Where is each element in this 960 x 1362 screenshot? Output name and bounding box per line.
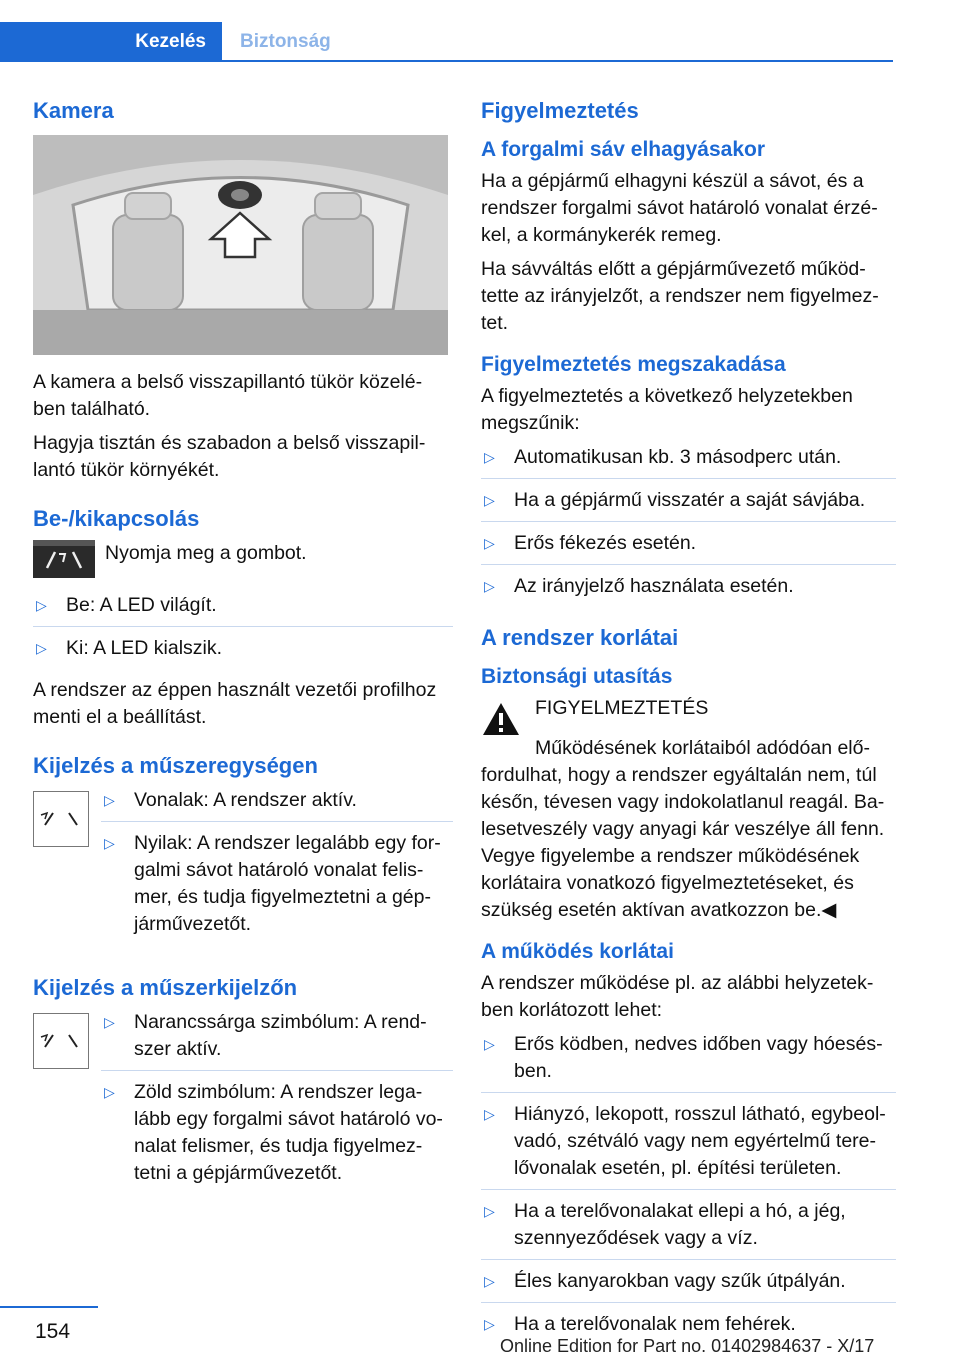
section-title-display: Kijelzés a műszerkijelzőn [33, 975, 298, 1000]
cluster-list [101, 787, 453, 953]
interrupt-paragraph: A figyelmeztetés a következő helyzetekben megszűnik: [481, 385, 853, 434]
onoff-row [33, 540, 453, 578]
warning-triangle-icon [481, 701, 521, 737]
camera-paragraph-1: A kamera a belső visszapillantó tükör közelé-ben található. [33, 371, 423, 420]
list-item: ▷ Ki: A LED kialszik. [33, 635, 453, 669]
left-column [33, 96, 453, 1202]
list-item: ▷ Ha a terelővonalak nem fehérek. [481, 1311, 896, 1345]
triangle-bullet-icon: ▷ [484, 1316, 495, 1332]
triangle-bullet-icon: ▷ [36, 597, 47, 613]
footer-rule [0, 1306, 98, 1308]
lane-button-icon [33, 540, 95, 578]
page-number: 154 [35, 1320, 71, 1343]
subtitle-safety: Biztonsági utasítás [481, 665, 673, 688]
subtitle-leave: A forgalmi sáv elhagyásakor [481, 138, 766, 161]
tab-underline [222, 60, 893, 62]
cluster-row [33, 787, 453, 953]
triangle-bullet-icon: ▷ [484, 492, 495, 508]
list-item: ▷ Ha a gépjármű visszatér a saját sávjába. [481, 487, 896, 522]
warning-text: Működésének korlátaiból adódóan elő-fordulhat, hogy a rendszer egyáltalán nem, túl későn, tévesen vagy indokolatlanul reagál. Ba-lesetveszély vagy anyagi kár veszélye áll fenn. Vegye figyelembe a rendszer működésének korlátaira vonatkozó figyelmeztetéseket, és szükség esetén aktívan avatkozzon be.◀ [481, 737, 885, 921]
list-item: ▷ Nyilak: A rendszer legalább egy for-galmi sávot határoló vonalat felis-mer, és tudja figyelmeztetni a gép-járművezetőt. [104, 832, 441, 935]
onoff-instruction: Nyomja meg a gombot. [105, 542, 307, 564]
list-item: ▷ Erős ködben, nedves időben vagy hóesés-ben. [481, 1031, 896, 1093]
list-item: ▷ Vonalak: A rendszer aktív. [101, 787, 453, 822]
warning-label: FIGYELMEZTETÉS [535, 697, 709, 719]
list-item: ▷ Ha a terelővonalakat ellepi a hó, a jég, szennyeződések vagy a víz. [481, 1198, 896, 1260]
onoff-list [33, 592, 453, 669]
onoff-after-text: A rendszer az éppen használt vezetői profilhoz menti el a beállítást. [33, 679, 437, 728]
camera-figure [33, 135, 448, 355]
right-column [481, 96, 896, 1353]
section-title-cluster: Kijelzés a műszeregységen [33, 753, 318, 778]
triangle-bullet-icon: ▷ [104, 1084, 115, 1100]
section-title-limits: A rendszer korlátai [481, 625, 679, 650]
list-item: ▷ Be: A LED világít. [33, 592, 453, 627]
section-title-onoff: Be-/kikapcsolás [33, 506, 200, 531]
lane-indicator-icon [33, 791, 89, 847]
triangle-bullet-icon: ▷ [36, 640, 47, 656]
section-title-kamera: Kamera [33, 98, 114, 123]
triangle-bullet-icon: ▷ [484, 578, 495, 594]
triangle-bullet-icon: ▷ [484, 1106, 495, 1122]
list-item: ▷ Zöld szimbólum: A rendszer lega-lább egy forgalmi sávot határoló vo-nalat felismer, és tudja figyelmez-tetni a gépjárművezetőt. [104, 1081, 443, 1184]
list-item: ▷ Éles kanyarokban vagy szűk útpályán. [481, 1268, 896, 1303]
triangle-bullet-icon: ▷ [104, 835, 115, 851]
edition-text: Online Edition for Part no. 01402984637 - X/17 [500, 1336, 875, 1356]
triangle-bullet-icon: ▷ [104, 792, 115, 808]
leave-paragraph-1: Ha a gépjármű elhagyni készül a sávot, és a rendszer forgalmi sávot határoló vonalat érzé-kel, a kormánykerék remeg. [481, 170, 878, 246]
camera-paragraph-2: Hagyja tisztán és szabadon a belső visszapil-lantó tükör környékét. [33, 432, 426, 481]
tab-kezeles[interactable]: Kezelés [0, 22, 222, 62]
interrupt-list [481, 444, 896, 607]
triangle-bullet-icon: ▷ [484, 1036, 495, 1052]
list-item: ▷ Automatikusan kb. 3 másodperc után. [481, 444, 896, 479]
display-row [33, 1009, 453, 1202]
header-tabs [0, 22, 893, 62]
subtitle-interrupt: Figyelmeztetés megszakadása [481, 353, 786, 376]
section-title-warning: Figyelmeztetés [481, 98, 639, 123]
display-list [101, 1009, 453, 1202]
leave-paragraph-2: Ha sávváltás előtt a gépjárművezető működ-tette az irányjelzőt, a rendszer nem figyelmez-tet. [481, 258, 879, 334]
tab-biztonsag[interactable]: Biztonság [240, 31, 331, 52]
subtitle-function-limits: A működés korlátai [481, 940, 674, 963]
list-item: ▷ Erős fékezés esetén. [481, 530, 896, 565]
function-limits-list [481, 1031, 896, 1345]
list-item: ▷ Narancssárga szimbólum: A rend-szer aktív. [101, 1009, 453, 1071]
triangle-bullet-icon: ▷ [104, 1014, 115, 1030]
list-item: ▷ Hiányzó, lekopott, rosszul látható, egybeol-vadó, szétváló vagy nem egyértelmű tere-lővonalak esetén, pl. építési területen. [481, 1101, 896, 1190]
triangle-bullet-icon: ▷ [484, 1203, 495, 1219]
triangle-bullet-icon: ▷ [484, 449, 495, 465]
warning-row [481, 695, 896, 737]
list-item: ▷ Az irányjelző használata esetén. [481, 573, 896, 607]
triangle-bullet-icon: ▷ [484, 535, 495, 551]
function-limits-paragraph: A rendszer működése pl. az alábbi helyzetek-ben korlátozott lehet: [481, 972, 874, 1021]
triangle-bullet-icon: ▷ [484, 1273, 495, 1289]
lane-indicator-icon [33, 1013, 89, 1069]
